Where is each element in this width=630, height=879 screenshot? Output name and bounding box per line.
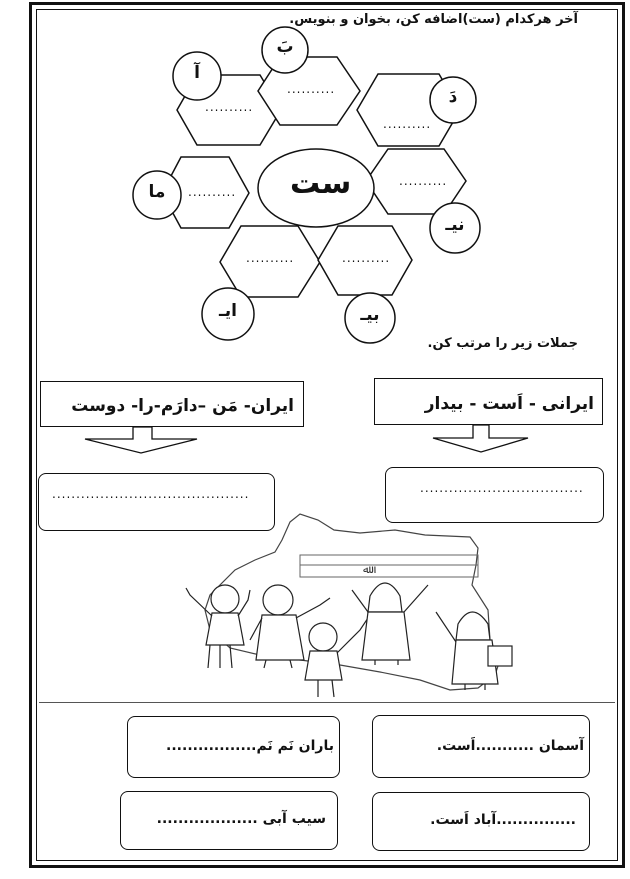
circle-letter: دَ xyxy=(448,87,458,107)
hex-blank[interactable]: .......... xyxy=(383,117,432,131)
instruction-middle: جملات زیر را مرتب کن. xyxy=(427,336,578,351)
instruction-top: آخر هرکدام (ست)اضافه کن، بخوان و بنویس. xyxy=(289,12,578,27)
hex-blank[interactable]: .......... xyxy=(246,251,295,265)
circle-letter: نیـ xyxy=(445,215,465,235)
scramble-words-right: ایرانی - اَست - بیدار xyxy=(424,394,594,414)
fill-text-bottom-right: ...............آباد اَست. xyxy=(430,812,576,828)
hex-blank[interactable]: .......... xyxy=(342,251,391,265)
fill-text-bottom-left: سیب آبی ................... xyxy=(156,811,326,827)
child-figure xyxy=(305,618,368,697)
circle-letter: آ xyxy=(194,63,200,83)
answer-dots-right: .................................. xyxy=(420,481,584,495)
flag-emblem: ﷲ xyxy=(363,563,370,576)
scramble-words-left: ایران- مَن –دارَم-را- دوست xyxy=(71,396,294,416)
child-figure xyxy=(186,585,250,668)
hex-blank[interactable]: .......... xyxy=(287,82,336,96)
fill-text-top-left: باران نَم نَم................. xyxy=(166,738,334,754)
flag-band-top xyxy=(300,555,478,565)
center-word: ست xyxy=(290,166,352,201)
fill-text-top-right: آسمان ...........اَست. xyxy=(436,738,584,754)
hex-blank[interactable]: .......... xyxy=(188,185,237,199)
hex-blank[interactable]: .......... xyxy=(205,100,254,114)
circle-letter: بَ xyxy=(276,37,294,57)
answer-dots-left: ......................................... xyxy=(52,487,250,501)
circle-letter: بیـ xyxy=(360,305,380,325)
child-figure xyxy=(436,612,512,690)
circle-letter: ما xyxy=(148,182,166,202)
circle-letter: ایـ xyxy=(218,301,238,321)
flag-band-middle xyxy=(300,565,478,577)
hex-blank[interactable]: .......... xyxy=(399,174,448,188)
section-divider xyxy=(39,702,615,703)
